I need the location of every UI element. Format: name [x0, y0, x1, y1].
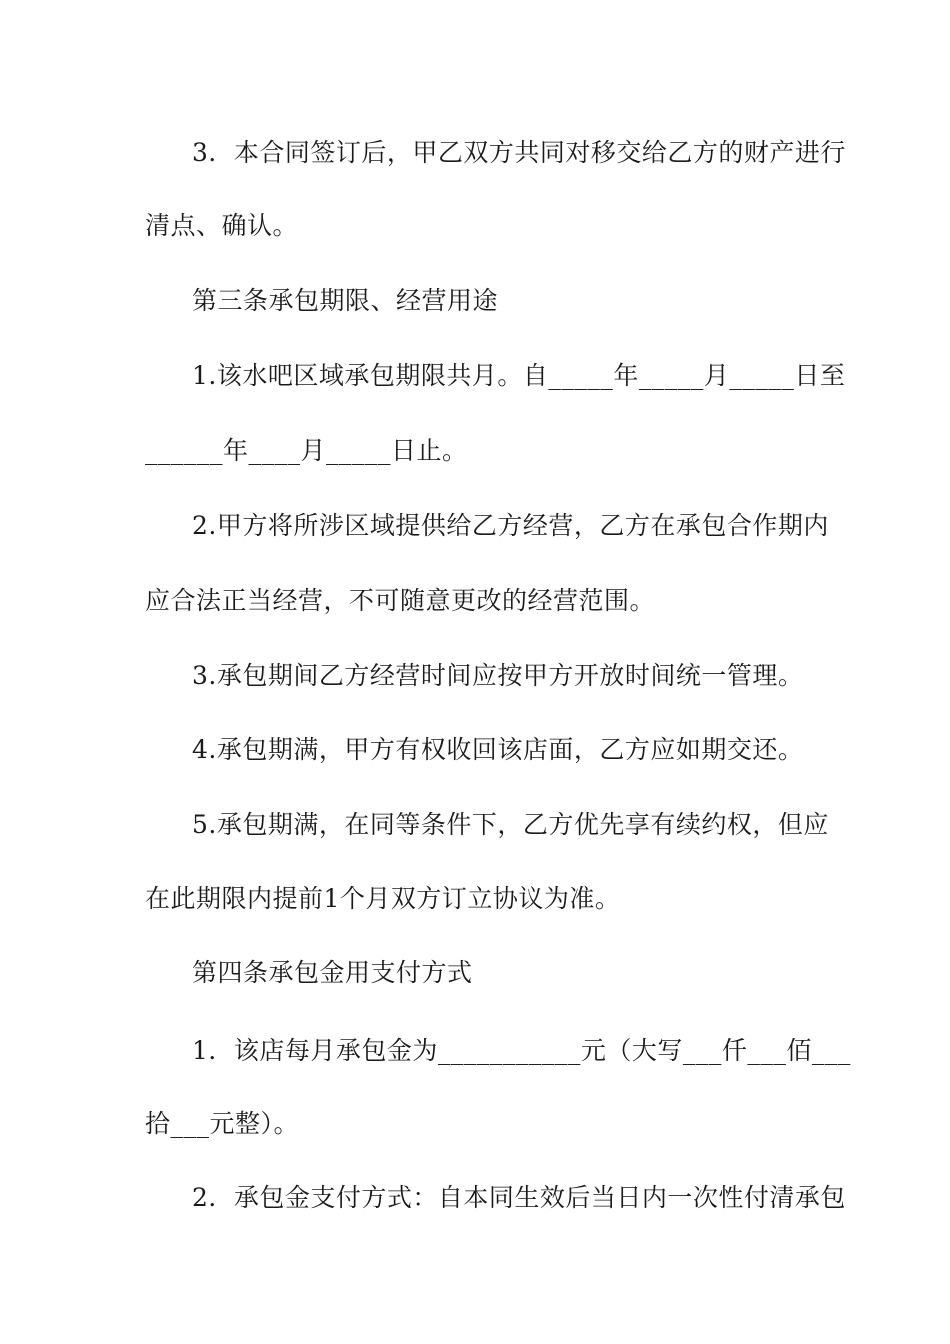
paragraph-line: 2.甲方将所涉区域提供给乙方经营，乙方在承包合作期内: [192, 511, 829, 540]
paragraph-line: 2．承包金支付方式：自本同生效后当日内一次性付清承包: [192, 1183, 846, 1212]
paragraph-line: 在此期限内提前1个月双方订立协议为准。: [145, 884, 621, 913]
paragraph-line: ______年____月_____日止。: [145, 436, 468, 465]
paragraph-line: 应合法正当经营，不可随意更改的经营范围。: [145, 586, 656, 615]
paragraph-line: 3．本合同签订后，甲乙双方共同对移交给乙方的财产进行: [192, 138, 846, 167]
paragraph-line: 清点、确认。: [145, 211, 299, 240]
paragraph-line: 拾___元整）。: [145, 1109, 300, 1138]
paragraph-line: 1．该店每月承包金为___________元（大写___仟___佰___: [192, 1036, 851, 1065]
paragraph-line: 1.该水吧区域承包期限共月。自_____年_____月_____日至: [192, 361, 846, 390]
section-heading: 第四条承包金用支付方式: [192, 958, 473, 987]
paragraph-line: 4.承包期满，甲方有权收回该店面，乙方应如期交还。: [192, 735, 804, 764]
paragraph-line: 5.承包期满，在同等条件下，乙方优先享有续约权，但应: [192, 810, 829, 839]
section-heading: 第三条承包期限、经营用途: [192, 286, 499, 315]
paragraph-line: 3.承包期间乙方经营时间应按甲方开放时间统一管理。: [192, 661, 804, 690]
